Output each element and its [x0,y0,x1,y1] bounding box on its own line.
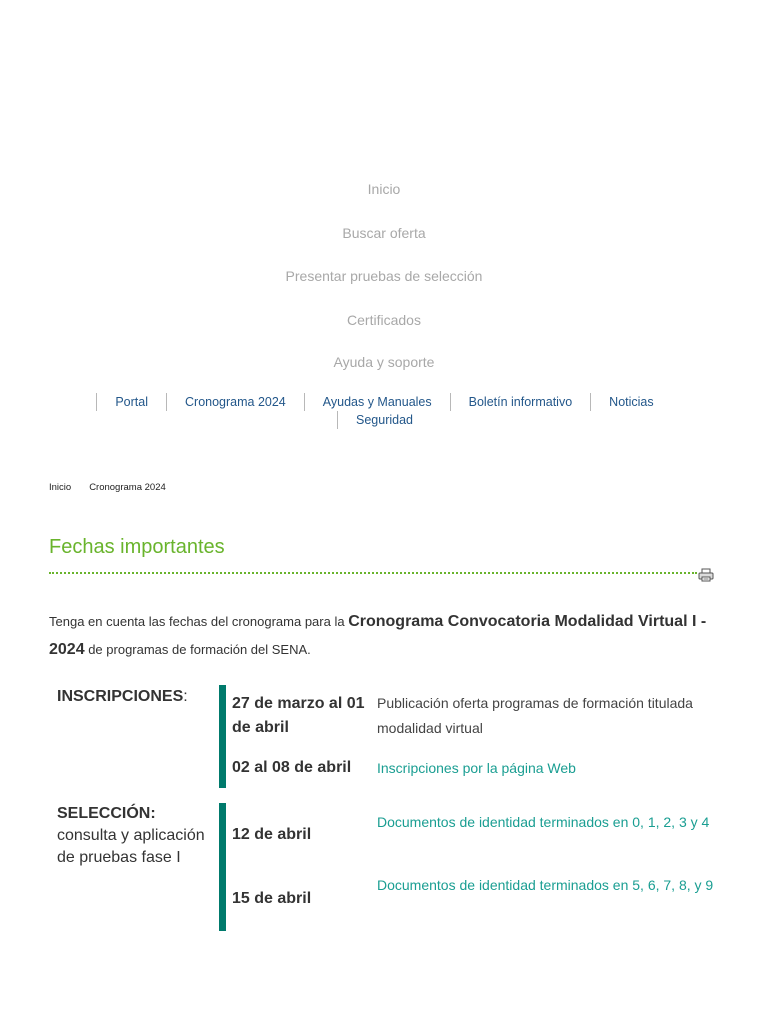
breadcrumb-inicio[interactable]: Inicio [49,482,72,493]
inscripciones-label [57,686,188,708]
seleccion-label [57,803,207,869]
page-title: Fechas importantes [49,536,225,558]
seleccion-bar [219,803,226,931]
title-divider [49,572,697,574]
nav-buscar-oferta[interactable]: Buscar oferta [342,225,426,241]
intro-bold: Cronograma Convocatoria Modalidad Virtual I - 2024 [49,613,707,658]
inscripciones-desc-1: Publicación oferta programas de formación titulada modalidad virtual [377,695,693,736]
nav-inicio[interactable]: Inicio [367,181,401,197]
seleccion-desc-2[interactable]: Documentos de identidad terminados en 5, 6, 7, 8, y 9 [377,877,714,893]
inscripciones-desc-2[interactable]: Inscripciones por la página Web [377,760,576,776]
seleccion-date-1: 12 de abril [232,826,312,843]
print-icon[interactable] [698,568,714,582]
intro-after: de programas de formación del SENA. [84,642,311,657]
inscripciones-colon: : [183,688,188,705]
breadcrumb [49,482,166,493]
inscripciones-date-1: 27 de marzo al 01 de abril [232,695,365,736]
subnav-ayudas-manuales[interactable]: Ayudas y Manuales [304,393,450,411]
intro-before: Tenga en cuenta las fechas del cronograma para la [49,614,349,629]
seleccion-date-2: 15 de abril [232,890,312,907]
seleccion-desc-1[interactable]: Documentos de identidad terminados en 0, 1, 2, 3 y 4 [377,814,710,830]
inscripciones-date-2: 02 al 08 de abril [232,759,352,776]
subnav-boletin[interactable]: Boletín informativo [450,393,591,411]
nav-certificados[interactable]: Certificados [347,312,421,328]
subnav-noticias[interactable]: Noticias [590,393,671,411]
inscripciones-heading: INSCRIPCIONES [57,688,184,705]
secondary-nav [0,393,768,429]
subnav-cronograma[interactable]: Cronograma 2024 [166,393,304,411]
subnav-seguridad[interactable]: Seguridad [337,411,431,429]
inscripciones-bar [219,685,226,788]
seleccion-sublabel: consulta y aplicación de pruebas fase I [57,827,205,866]
breadcrumb-cronograma: Cronograma 2024 [89,482,166,493]
nav-ayuda-soporte[interactable]: Ayuda y soporte [333,354,435,370]
subnav-portal[interactable]: Portal [96,393,166,411]
nav-presentar-pruebas[interactable]: Presentar pruebas de selección [285,268,483,284]
intro-text [49,608,719,664]
seleccion-heading: SELECCIÓN: [57,805,156,822]
